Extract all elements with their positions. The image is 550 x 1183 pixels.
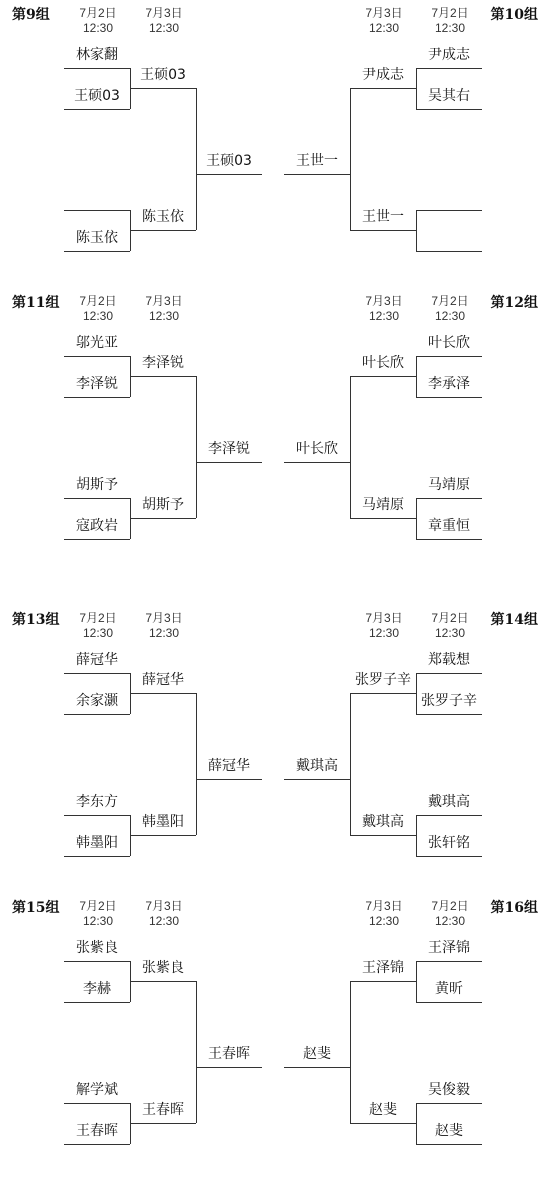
player-name: 李东方 (76, 794, 118, 810)
time-label: 12:30 (82, 914, 114, 928)
time-label: 12:30 (434, 309, 466, 323)
bracket-line (350, 88, 416, 89)
bracket-line (350, 230, 416, 231)
match-date (354, 294, 414, 324)
player-name: 胡斯予 (142, 497, 184, 513)
player-name: 张紫良 (76, 940, 118, 956)
date-label: 7月3日 (365, 294, 403, 308)
bracket-line (284, 174, 350, 175)
date-label: 7月3日 (145, 611, 183, 625)
bracket-connector (416, 68, 417, 109)
bracket-line (130, 981, 196, 982)
player-name: 李承泽 (428, 376, 470, 392)
bracket-line (416, 210, 482, 211)
bracket-connector (350, 376, 351, 518)
bracket-line (350, 518, 416, 519)
date-label: 7月2日 (431, 611, 469, 625)
player-name: 余家灏 (76, 693, 118, 709)
date-label: 7月2日 (431, 899, 469, 913)
bracket-line (284, 779, 350, 780)
bracket-line (416, 1103, 482, 1104)
group-section (0, 893, 550, 1183)
bracket-line (64, 1103, 130, 1104)
bracket-line (130, 693, 196, 694)
bracket-line (64, 1144, 130, 1145)
player-name: 郑载想 (428, 652, 470, 668)
date-label: 7月3日 (365, 6, 403, 20)
date-label: 7月3日 (145, 6, 183, 20)
bracket-connector (350, 981, 351, 1123)
match-date (420, 294, 480, 324)
bracket-line (284, 1067, 350, 1068)
group-label: 第14组 (490, 612, 538, 628)
player-name: 林家翻 (76, 47, 118, 63)
player-name: 张罗子辛 (355, 672, 411, 688)
match-date (134, 294, 194, 324)
group-section (0, 288, 550, 578)
match-date (354, 899, 414, 929)
bracket-line (350, 981, 416, 982)
bracket-connector (350, 693, 351, 835)
bracket-line (196, 174, 262, 175)
time-label: 12:30 (368, 21, 400, 35)
bracket-line (64, 714, 130, 715)
match-date (134, 611, 194, 641)
player-name: 陈玉依 (142, 209, 184, 225)
time-label: 12:30 (148, 626, 180, 640)
bracket-connector (416, 498, 417, 539)
time-label: 12:30 (82, 626, 114, 640)
bracket-line (64, 210, 130, 211)
time-label: 12:30 (82, 309, 114, 323)
player-name: 赵斐 (435, 1123, 463, 1139)
bracket-line (196, 1067, 262, 1068)
bracket-line (350, 1123, 416, 1124)
match-date (134, 6, 194, 36)
bracket-line (130, 835, 196, 836)
group-winner: 赵斐 (303, 1046, 331, 1062)
player-name: 王春晖 (76, 1123, 118, 1139)
bracket-line (416, 961, 482, 962)
bracket-line (64, 856, 130, 857)
match-date (354, 6, 414, 36)
match-date (420, 899, 480, 929)
player-name: 解学斌 (76, 1082, 118, 1098)
player-name: 陈玉依 (76, 230, 118, 246)
bracket-line (130, 376, 196, 377)
bracket-line (416, 251, 482, 252)
player-name: 王世一 (362, 209, 404, 225)
date-label: 7月2日 (79, 294, 117, 308)
bracket-connector (416, 1103, 417, 1144)
bracket-line (416, 714, 482, 715)
player-name: 叶长欣 (428, 335, 470, 351)
time-label: 12:30 (148, 21, 180, 35)
group-label: 第16组 (490, 900, 538, 916)
player-name: 韩墨阳 (142, 814, 184, 830)
group-label: 第11组 (12, 295, 60, 311)
group-section (0, 0, 550, 290)
bracket-line (130, 1123, 196, 1124)
player-name: 戴琪高 (362, 814, 404, 830)
player-name: 薛冠华 (76, 652, 118, 668)
player-name: 王泽锦 (428, 940, 470, 956)
match-date (68, 899, 128, 929)
bracket-line (416, 498, 482, 499)
player-name: 薛冠华 (142, 672, 184, 688)
time-label: 12:30 (148, 309, 180, 323)
player-name: 寇政岩 (76, 518, 118, 534)
time-label: 12:30 (368, 309, 400, 323)
player-name: 张罗子辛 (421, 693, 477, 709)
bracket-connector (350, 88, 351, 230)
bracket-line (284, 462, 350, 463)
player-name: 戴琪高 (428, 794, 470, 810)
group-winner: 叶长欣 (296, 441, 338, 457)
date-label: 7月3日 (145, 899, 183, 913)
bracket-connector (416, 673, 417, 714)
group-section (0, 605, 550, 895)
match-date (420, 611, 480, 641)
match-date (354, 611, 414, 641)
time-label: 12:30 (434, 914, 466, 928)
bracket-connector (416, 356, 417, 397)
bracket-line (416, 673, 482, 674)
date-label: 7月3日 (365, 899, 403, 913)
player-name: 王硕03 (74, 88, 120, 104)
bracket-line (350, 693, 416, 694)
time-label: 12:30 (434, 21, 466, 35)
player-name: 张紫良 (142, 960, 184, 976)
bracket-line (416, 68, 482, 69)
player-name: 尹成志 (428, 47, 470, 63)
group-label: 第10组 (490, 7, 538, 23)
player-name: 李赫 (83, 981, 111, 997)
group-winner: 王世一 (296, 153, 338, 169)
group-winner: 戴琪高 (296, 758, 338, 774)
player-name: 胡斯予 (76, 477, 118, 493)
bracket-line (130, 230, 196, 231)
player-name: 章重恒 (428, 518, 470, 534)
date-label: 7月2日 (431, 6, 469, 20)
match-date (420, 6, 480, 36)
bracket-connector (416, 815, 417, 856)
bracket-connector (416, 961, 417, 1002)
bracket-line (64, 356, 130, 357)
bracket-line (64, 673, 130, 674)
bracket-line (64, 815, 130, 816)
bracket-line (196, 462, 262, 463)
group-label: 第9组 (12, 7, 50, 23)
group-winner: 王硕03 (206, 153, 252, 169)
bracket-line (196, 779, 262, 780)
player-name: 邬光亚 (76, 335, 118, 351)
group-winner: 王春晖 (208, 1046, 250, 1062)
time-label: 12:30 (82, 21, 114, 35)
bracket-line (130, 518, 196, 519)
player-name: 王春晖 (142, 1102, 184, 1118)
date-label: 7月3日 (145, 294, 183, 308)
player-name: 李泽锐 (142, 355, 184, 371)
match-date (68, 611, 128, 641)
player-name: 王泽锦 (362, 960, 404, 976)
bracket-line (416, 856, 482, 857)
bracket-line (64, 539, 130, 540)
bracket-line (64, 109, 130, 110)
player-name: 李泽锐 (76, 376, 118, 392)
bracket-line (64, 251, 130, 252)
time-label: 12:30 (368, 626, 400, 640)
bracket-line (64, 68, 130, 69)
bracket-line (350, 376, 416, 377)
bracket-line (64, 961, 130, 962)
bracket-line (64, 1002, 130, 1003)
player-name: 吴其右 (428, 88, 470, 104)
match-date (68, 6, 128, 36)
bracket-line (416, 356, 482, 357)
bracket-line (416, 397, 482, 398)
bracket-line (416, 1144, 482, 1145)
bracket-line (416, 1002, 482, 1003)
date-label: 7月3日 (365, 611, 403, 625)
match-date (68, 294, 128, 324)
bracket-line (416, 109, 482, 110)
player-name: 马靖原 (428, 477, 470, 493)
date-label: 7月2日 (431, 294, 469, 308)
group-winner: 薛冠华 (208, 758, 250, 774)
player-name: 赵斐 (369, 1102, 397, 1118)
player-name: 韩墨阳 (76, 835, 118, 851)
time-label: 12:30 (434, 626, 466, 640)
group-winner: 李泽锐 (208, 441, 250, 457)
bracket-line (64, 498, 130, 499)
player-name: 黄昕 (435, 981, 463, 997)
date-label: 7月2日 (79, 611, 117, 625)
group-label: 第15组 (12, 900, 60, 916)
bracket-line (416, 539, 482, 540)
bracket-line (64, 397, 130, 398)
bracket-line (130, 88, 196, 89)
group-label: 第13组 (12, 612, 60, 628)
player-name: 吴俊毅 (428, 1082, 470, 1098)
player-name: 张轩铭 (428, 835, 470, 851)
player-name: 王硕03 (140, 67, 186, 83)
player-name: 马靖原 (362, 497, 404, 513)
bracket-connector (416, 210, 417, 251)
player-name: 尹成志 (362, 67, 404, 83)
player-name: 叶长欣 (362, 355, 404, 371)
date-label: 7月2日 (79, 6, 117, 20)
time-label: 12:30 (368, 914, 400, 928)
bracket-line (350, 835, 416, 836)
match-date (134, 899, 194, 929)
group-label: 第12组 (490, 295, 538, 311)
bracket-line (416, 815, 482, 816)
time-label: 12:30 (148, 914, 180, 928)
date-label: 7月2日 (79, 899, 117, 913)
